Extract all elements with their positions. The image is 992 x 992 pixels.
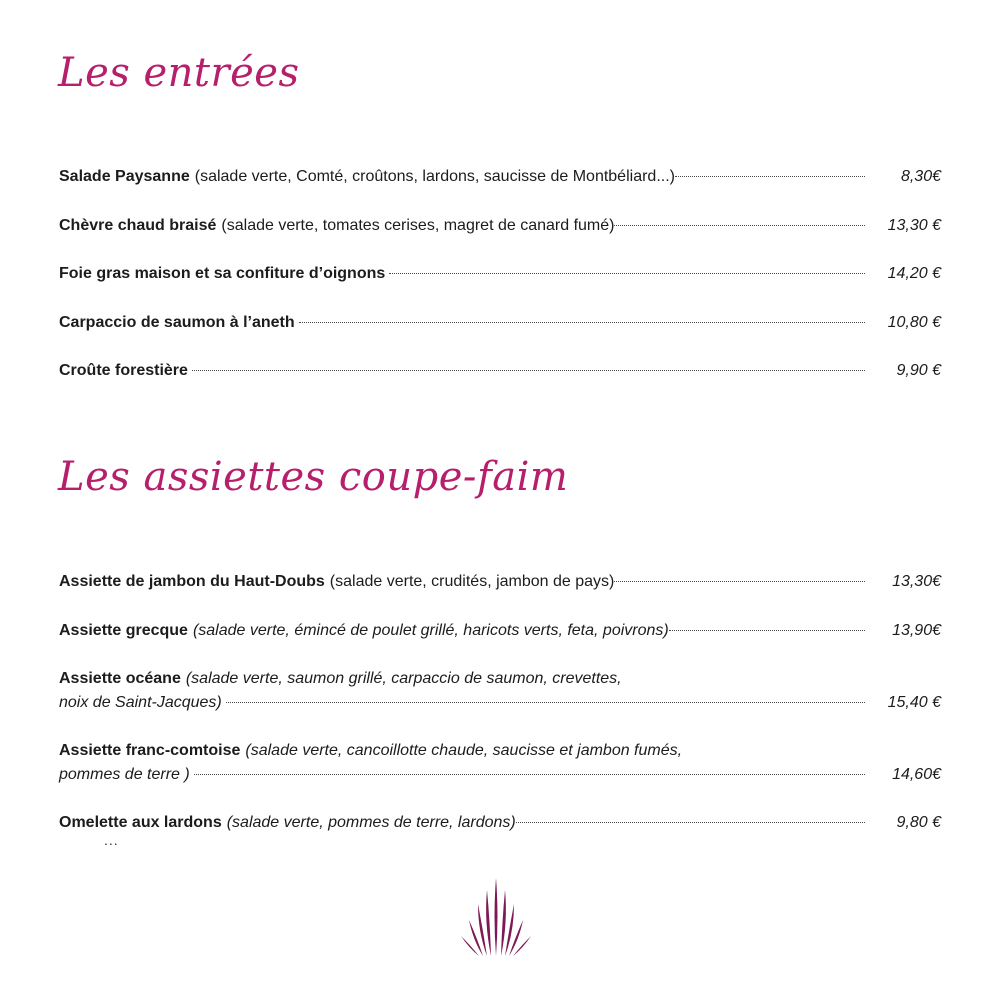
- dish-price: 13,90€: [892, 621, 941, 639]
- continuation-ellipsis: ...: [104, 832, 119, 848]
- dot-leader: [614, 581, 865, 582]
- dot-leader: [192, 370, 865, 371]
- dish-price: 10,80 €: [887, 313, 941, 331]
- dot-leader: [299, 322, 865, 323]
- menu-item: [59, 739, 941, 811]
- dish-description: (salade verte, crudités, jambon de pays): [329, 573, 615, 590]
- menu-item: [59, 570, 941, 619]
- stylized-leaves-logo-icon: [460, 876, 532, 960]
- dot-leader: [675, 176, 865, 177]
- dish-description: (salade verte, Comté, croûtons, lardons, saucisse de Montbéliard...): [194, 168, 675, 185]
- dish-name: Assiette franc-comtoise: [59, 742, 241, 759]
- dish-name: Salade Paysanne: [59, 168, 190, 185]
- dot-leader: [194, 774, 865, 775]
- dish-name: Foie gras maison et sa confiture d’oignons: [59, 265, 386, 282]
- menu-item: [59, 811, 941, 860]
- dish-name: Chèvre chaud braisé: [59, 216, 217, 234]
- dish-description: (salade verte, émincé de poulet grillé, haricots verts, feta, poivrons): [192, 621, 669, 639]
- menu-item: [59, 165, 941, 214]
- dish-name: Croûte forestière: [59, 362, 188, 379]
- dish-name: Assiette de jambon du Haut-Doubs: [59, 573, 325, 590]
- section-title-assiettes: Les assiettes coupe-faim: [58, 454, 569, 500]
- dish-description: (salade verte, cancoillotte chaude, saucisse et jambon fumés,: [245, 742, 683, 759]
- dish-description-continued: pommes de terre ): [59, 766, 190, 783]
- menu-item: [59, 311, 941, 360]
- dish-name: Omelette aux lardons: [59, 814, 222, 831]
- dot-leader: [669, 630, 865, 631]
- dish-description-continued: noix de Saint-Jacques): [59, 694, 222, 711]
- dot-leader: [389, 273, 865, 274]
- entrees-list: [59, 165, 941, 408]
- dot-leader: [516, 822, 865, 823]
- menu-item: [59, 262, 941, 311]
- dot-leader: [614, 225, 865, 226]
- menu-item: [59, 667, 941, 739]
- dot-leader: [226, 702, 865, 703]
- dish-name: Assiette grecque: [59, 621, 188, 639]
- section-title-entrees: Les entrées: [58, 50, 300, 96]
- dish-description: (salade verte, saumon grillé, carpaccio de saumon, crevettes,: [185, 670, 622, 687]
- dish-price: 9,90 €: [896, 362, 941, 379]
- dish-name: Assiette océane: [59, 670, 181, 687]
- dish-price: 14,20 €: [887, 265, 941, 282]
- dish-name: Carpaccio de saumon à l’aneth: [59, 313, 295, 331]
- dish-price: 15,40 €: [887, 694, 941, 711]
- dish-price: 13,30€: [892, 573, 941, 590]
- dish-price: 13,30 €: [887, 216, 941, 234]
- dish-description: (salade verte, pommes de terre, lardons): [226, 814, 516, 831]
- dish-price: 9,80 €: [896, 814, 941, 831]
- assiettes-list: [59, 570, 941, 860]
- menu-item: [59, 214, 941, 263]
- dish-description: (salade verte, tomates cerises, magret de canard fumé): [221, 216, 615, 234]
- menu-item: [59, 359, 941, 408]
- menu-item: [59, 619, 941, 668]
- dish-price: 14,60€: [892, 766, 941, 783]
- dish-price: 8,30€: [900, 168, 941, 185]
